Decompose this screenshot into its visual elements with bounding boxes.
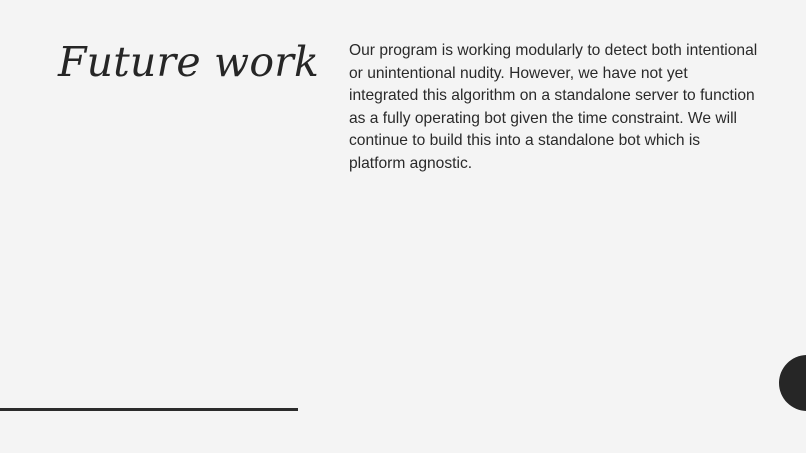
decorative-circle	[779, 355, 806, 411]
slide-title: Future work	[58, 38, 320, 86]
decorative-rule	[0, 408, 298, 411]
slide-body-text: Our program is working modularly to detect both intentional or unintentional nudity. However, we have not yet integrated this algorithm on a standalone server to function as a fully operating bot given the time constraint. We will continue to build this into a standalone bot which is platform agnostic.	[349, 42, 758, 172]
